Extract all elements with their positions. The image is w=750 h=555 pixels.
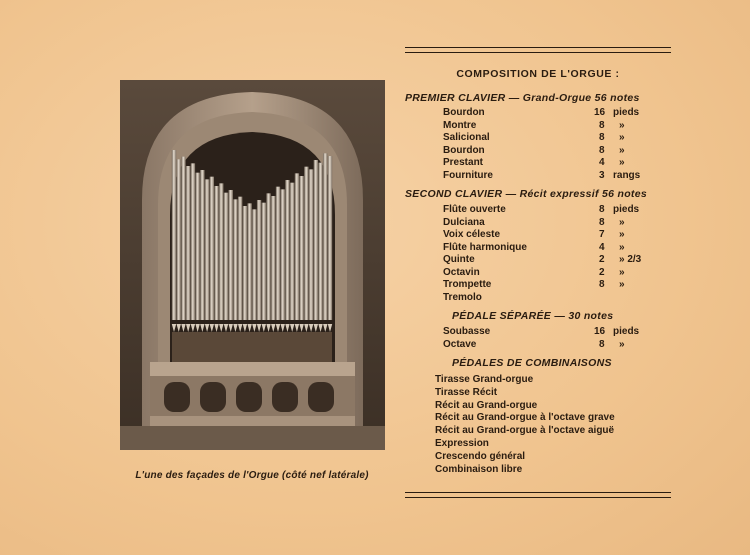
stop-unit: pieds <box>613 326 640 337</box>
stop-row <box>443 217 673 230</box>
stop-name: Bourdon <box>443 107 485 118</box>
stop-name: Octavin <box>443 266 480 278</box>
stop-row <box>443 339 673 352</box>
stop-row <box>443 204 673 217</box>
stop-unit: » <box>619 241 625 253</box>
stop-size: 4 <box>599 157 605 168</box>
stop-name: Prestant <box>443 157 484 168</box>
stop-unit: » <box>619 157 625 168</box>
combination-item: Tirasse Grand-orgue <box>435 374 534 385</box>
combination-item: Combinaison libre <box>435 463 523 475</box>
stop-unit: » <box>619 119 625 131</box>
stop-row <box>443 292 673 305</box>
stop-size: 16 <box>594 107 606 118</box>
stop-row <box>443 326 673 339</box>
stop-name: Flûte ouverte <box>443 204 506 215</box>
stop-size: 8 <box>599 216 605 228</box>
stop-row <box>443 267 673 280</box>
stop-unit: » 2/3 <box>619 254 642 265</box>
stop-name: Salicional <box>443 132 490 143</box>
bottom-double-rule <box>405 492 671 498</box>
stop-name: Quinte <box>443 254 475 265</box>
section-heading-second-clavier: SECOND CLAVIER — Récit expressif 56 notes <box>405 188 648 200</box>
combination-item: Expression <box>435 438 489 449</box>
stop-size: 8 <box>599 144 605 156</box>
combination-item: Tirasse Récit <box>435 386 498 398</box>
stop-row <box>443 242 673 255</box>
stop-name: Bourdon <box>443 144 485 156</box>
stop-unit: » <box>619 144 625 156</box>
stop-row <box>443 254 673 267</box>
combination-item: Récit au Grand-orgue à l'octave grave <box>435 412 615 424</box>
stop-unit: » <box>619 338 625 350</box>
stop-unit: pieds <box>613 107 640 118</box>
stop-size: 2 <box>599 254 605 265</box>
stop-name: Montre <box>443 119 477 131</box>
stop-size: 8 <box>599 119 605 131</box>
organ-facade-image <box>120 80 385 450</box>
stop-unit: rangs <box>613 169 641 181</box>
stop-name: Flûte harmonique <box>443 241 527 253</box>
stop-size: 2 <box>599 266 605 278</box>
stop-row <box>443 107 673 120</box>
section-heading-premier-clavier: PREMIER CLAVIER — Grand-Orgue 56 notes <box>405 92 640 104</box>
organ-photo <box>120 80 385 450</box>
stop-name: Fourniture <box>443 169 493 181</box>
combination-item: Récit au Grand-orgue à l'octave aiguë <box>435 425 615 437</box>
combination-item: Récit au Grand-orgue <box>435 399 538 411</box>
stop-row <box>443 132 673 145</box>
stop-size: 7 <box>599 229 605 240</box>
stop-row <box>443 279 673 292</box>
stop-row <box>443 120 673 133</box>
stop-row <box>443 170 673 183</box>
stop-size: 4 <box>599 241 605 253</box>
section-heading-combinaisons: PÉDALES DE COMBINAISONS <box>452 357 612 369</box>
stop-row <box>443 145 673 158</box>
top-double-rule <box>405 47 671 53</box>
stop-unit: » <box>619 229 625 240</box>
stop-name: Soubasse <box>443 326 491 337</box>
stop-size: 8 <box>599 132 605 143</box>
stop-size: 16 <box>594 326 606 337</box>
stop-unit: » <box>619 266 625 278</box>
stop-size: 8 <box>599 279 605 290</box>
stop-size: 8 <box>599 338 605 350</box>
stop-unit: » <box>619 132 625 143</box>
stop-name: Dulciana <box>443 216 485 228</box>
section-heading-pedale: PÉDALE SÉPARÉE — 30 notes <box>452 310 614 322</box>
stop-row <box>443 229 673 242</box>
stop-name: Voix céleste <box>443 229 501 240</box>
stop-row <box>443 157 673 170</box>
page-title: COMPOSITION DE L'ORGUE : <box>456 68 620 80</box>
stop-unit: » <box>619 279 625 290</box>
stop-size: 3 <box>599 169 605 181</box>
stop-name: Octave <box>443 338 477 350</box>
combination-item: Crescendo général <box>435 450 526 462</box>
stop-name: Tremolo <box>443 291 482 303</box>
stop-unit: » <box>619 216 625 228</box>
stop-size: 8 <box>599 204 605 215</box>
photo-caption: L'une des façades de l'Orgue (côté nef latérale) <box>135 470 369 481</box>
stop-unit: pieds <box>613 204 640 215</box>
stop-name: Trompette <box>443 279 492 290</box>
